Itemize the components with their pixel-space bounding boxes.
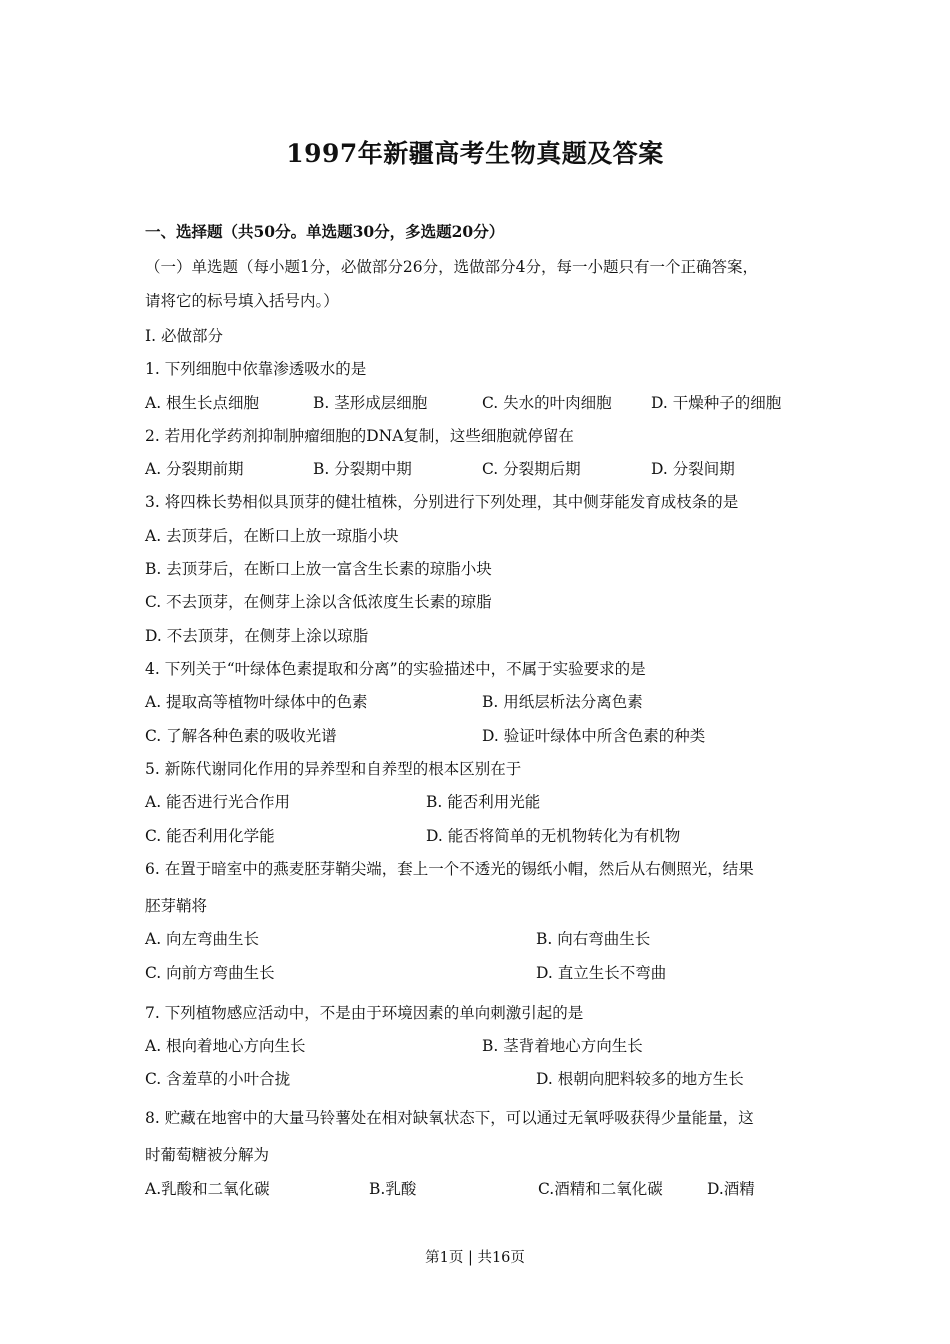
question-1-stem: 1. 下列细胞中依靠渗透吸水的是	[145, 360, 367, 378]
question-6-option-d: D. 直立生长不弯曲	[536, 964, 667, 982]
question-7-option-c: C. 含羞草的小叶合拢	[145, 1070, 291, 1088]
question-8-option-d: D.酒精	[707, 1180, 755, 1198]
question-1-option-d: D. 干燥种子的细胞	[651, 394, 782, 412]
question-8-stem-line-2: 时葡萄糖被分解为	[145, 1146, 270, 1164]
question-6-option-a: A. 向左弯曲生长	[145, 930, 260, 948]
question-7-option-b: B. 茎背着地心方向生长	[482, 1037, 643, 1055]
question-4-option-b: B. 用纸层析法分离色素	[482, 693, 643, 711]
question-2-option-a: A. 分裂期前期	[145, 460, 244, 478]
instruction-line-1: （一）单选题（每小题1分，必做部分26分，选做部分4分，每一小题只有一个正确答案，	[145, 258, 758, 276]
part-label: I. 必做部分	[145, 327, 223, 345]
question-6-stem-line-2: 胚芽鞘将	[145, 897, 208, 915]
question-3-option-b: B. 去顶芽后，在断口上放一富含生长素的琼脂小块	[145, 560, 492, 578]
question-2-stem: 2. 若用化学药剂抑制肿瘤细胞的DNA复制，这些细胞就停留在	[145, 427, 574, 445]
question-1-option-c: C. 失水的叶肉细胞	[482, 394, 612, 412]
question-4-option-a: A. 提取高等植物叶绿体中的色素	[145, 693, 368, 711]
section-heading: 一、选择题（共50分。单选题30分，多选题20分）	[145, 222, 505, 241]
question-1-option-a: A. 根生长点细胞	[145, 394, 260, 412]
question-8-option-c: C.酒精和二氧化碳	[538, 1180, 663, 1198]
page-footer: 第1页 | 共16页	[425, 1250, 525, 1266]
question-5-option-a: A. 能否进行光合作用	[145, 793, 291, 811]
question-6-option-b: B. 向右弯曲生长	[536, 930, 651, 948]
question-3-option-c: C. 不去顶芽，在侧芽上涂以含低浓度生长素的琼脂	[145, 593, 492, 611]
question-5-option-b: B. 能否利用光能	[426, 793, 541, 811]
question-5-stem: 5. 新陈代谢同化作用的异养型和自养型的根本区别在于	[145, 760, 522, 778]
question-8-stem-line-1: 8. 贮藏在地窖中的大量马铃薯处在相对缺氧状态下，可以通过无氧呼吸获得少量能量，这	[145, 1109, 754, 1127]
question-4-option-d: D. 验证叶绿体中所含色素的种类	[482, 727, 706, 745]
question-7-stem: 7. 下列植物感应活动中，不是由于环境因素的单向刺激引起的是	[145, 1004, 584, 1022]
question-2-option-b: B. 分裂期中期	[313, 460, 412, 478]
question-4-option-c: C. 了解各种色素的吸收光谱	[145, 727, 337, 745]
question-6-stem-line-1: 6. 在置于暗室中的燕麦胚芽鞘尖端，套上一个不透光的锡纸小帽，然后从右侧照光，结果	[145, 860, 754, 878]
question-7-option-d: D. 根朝向肥料较多的地方生长	[536, 1070, 744, 1088]
question-7-option-a: A. 根向着地心方向生长	[145, 1037, 306, 1055]
document-title: 1997年新疆高考生物真题及答案	[286, 139, 664, 168]
question-3-stem: 3. 将四株长势相似具顶芽的健壮植株，分别进行下列处理，其中侧芽能发育成枝条的是	[145, 493, 739, 511]
question-1-option-b: B. 茎形成层细胞	[313, 394, 428, 412]
question-3-option-d: D. 不去顶芽，在侧芽上涂以琼脂	[145, 627, 369, 645]
question-6-option-c: C. 向前方弯曲生长	[145, 964, 275, 982]
question-3-option-a: A. 去顶芽后，在断口上放一琼脂小块	[145, 527, 399, 545]
question-2-option-c: C. 分裂期后期	[482, 460, 581, 478]
question-5-option-c: C. 能否利用化学能	[145, 827, 275, 845]
question-2-option-d: D. 分裂间期	[651, 460, 735, 478]
question-5-option-d: D. 能否将简单的无机物转化为有机物	[426, 827, 681, 845]
instruction-line-2: 请将它的标号填入括号内。）	[145, 292, 339, 310]
question-8-option-a: A.乳酸和二氧化碳	[145, 1180, 270, 1198]
question-4-stem: 4. 下列关于“叶绿体色素提取和分离”的实验描述中，不属于实验要求的是	[145, 660, 646, 678]
question-8-option-b: B.乳酸	[369, 1180, 417, 1198]
